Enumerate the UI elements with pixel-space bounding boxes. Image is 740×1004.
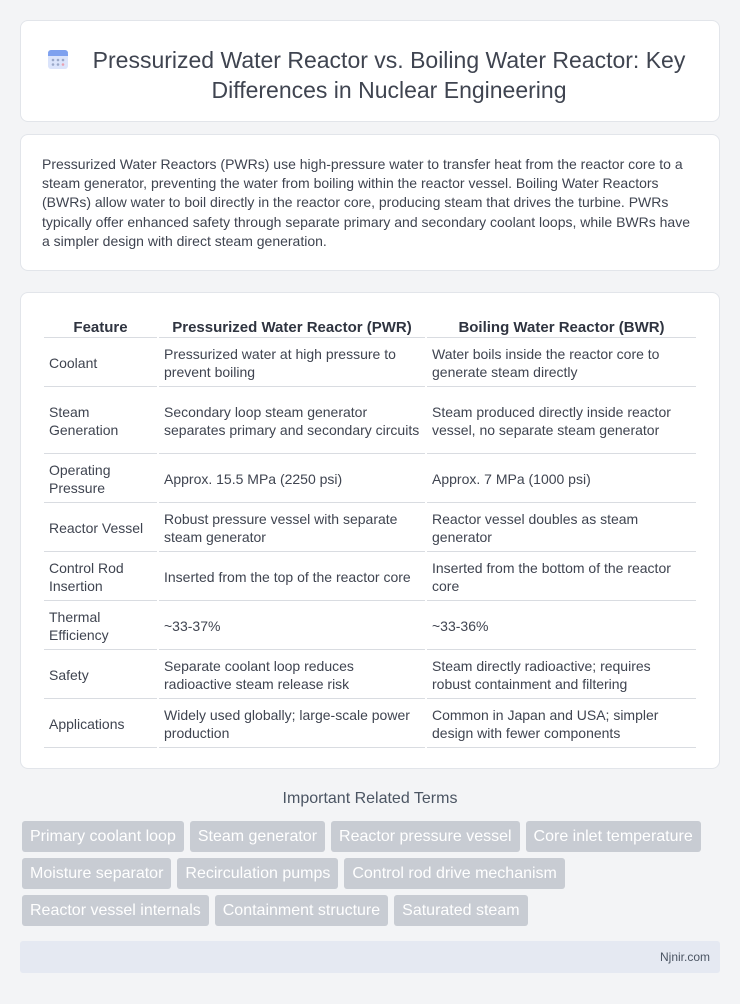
tag-primary-coolant-loop[interactable]: Primary coolant loop [22,821,184,852]
pwr-cell: Widely used globally; large-scale power production [159,701,425,748]
tag-reactor-pressure-vessel[interactable]: Reactor pressure vessel [331,821,520,852]
table-row [44,340,696,387]
footer-site-link[interactable]: Njnir.com [659,950,710,964]
pwr-cell: ~33-37% [159,603,425,650]
title-card [20,20,720,122]
intro-card [20,134,720,271]
pwr-cell: Pressurized water at high pressure to prevent boiling [159,340,425,387]
tag-containment-structure[interactable]: Containment structure [215,895,388,926]
tag-moisture-separator[interactable]: Moisture separator [22,858,171,889]
tag-reactor-vessel-internals[interactable]: Reactor vessel internals [22,895,209,926]
intro-text: Pressurized Water Reactors (PWRs) use high-pressure water to transfer heat from the reactor core to a steam generator, preventing the water from boiling within the reactor vessel. Boiling Water Reactors (BWRs) allow water to boil directly in the reactor core, producing steam that drives the turbine. PWRs typically offer enhanced safety through separate primary and secondary coolant loops, while BWRs have a simpler design with direct steam generation. [42,156,690,249]
pwr-cell: Secondary loop steam generator separates primary and secondary circuits [159,389,425,454]
comparison-table [42,315,698,750]
footer [20,941,720,973]
comparison-card [20,292,720,769]
pwr-cell: Separate coolant loop reduces radioactive steam release risk [159,652,425,699]
table-row [44,505,696,552]
feature-cell: Operating Pressure [44,456,157,503]
tag-saturated-steam[interactable]: Saturated steam [394,895,527,926]
bwr-cell: Steam produced directly inside reactor vessel, no separate steam generator [427,389,696,454]
tag-row [22,821,722,853]
table-row [44,554,696,601]
column-header-pwr: Pressurized Water Reactor (PWR) [159,317,425,338]
tag-control-rod-drive-mechanism[interactable]: Control rod drive mechanism [344,858,565,889]
bwr-cell: Water boils inside the reactor core to generate steam directly [427,340,696,387]
bwr-cell: Reactor vessel doubles as steam generator [427,505,696,552]
table-row [44,603,696,650]
page-title: Pressurized Water Reactor vs. Boiling Water Reactor: Key Differences in Nuclear Engineering [92,47,686,103]
bwr-cell: Common in Japan and USA; simpler design with fewer components [427,701,696,748]
column-header-feature: Feature [44,317,157,338]
feature-cell: Coolant [44,340,157,387]
pwr-cell: Approx. 15.5 MPa (2250 psi) [159,456,425,503]
tag-core-inlet-temperature[interactable]: Core inlet temperature [526,821,701,852]
calendar-icon [47,48,69,70]
bwr-cell: Inserted from the bottom of the reactor core [427,554,696,601]
feature-cell: Steam Generation [44,389,157,454]
tag-recirculation-pumps[interactable]: Recirculation pumps [177,858,338,889]
feature-cell: Control Rod Insertion [44,554,157,601]
column-header-bwr: Boiling Water Reactor (BWR) [427,317,696,338]
related-terms-title: Important Related Terms [282,790,458,807]
bwr-cell: Steam directly radioactive; requires robust containment and filtering [427,652,696,699]
tag-steam-generator[interactable]: Steam generator [190,821,325,852]
bwr-cell: Approx. 7 MPa (1000 psi) [427,456,696,503]
tag-row [22,858,722,890]
bwr-cell: ~33-36% [427,603,696,650]
feature-cell: Safety [44,652,157,699]
table-header-row [44,317,696,338]
feature-cell: Applications [44,701,157,748]
table-row [44,652,696,699]
feature-cell: Reactor Vessel [44,505,157,552]
pwr-cell: Inserted from the top of the reactor core [159,554,425,601]
feature-cell: Thermal Efficiency [44,603,157,650]
table-row [44,456,696,503]
pwr-cell: Robust pressure vessel with separate steam generator [159,505,425,552]
table-row [44,389,696,454]
tag-row [22,895,722,927]
related-terms [22,821,722,932]
table-row [44,701,696,748]
